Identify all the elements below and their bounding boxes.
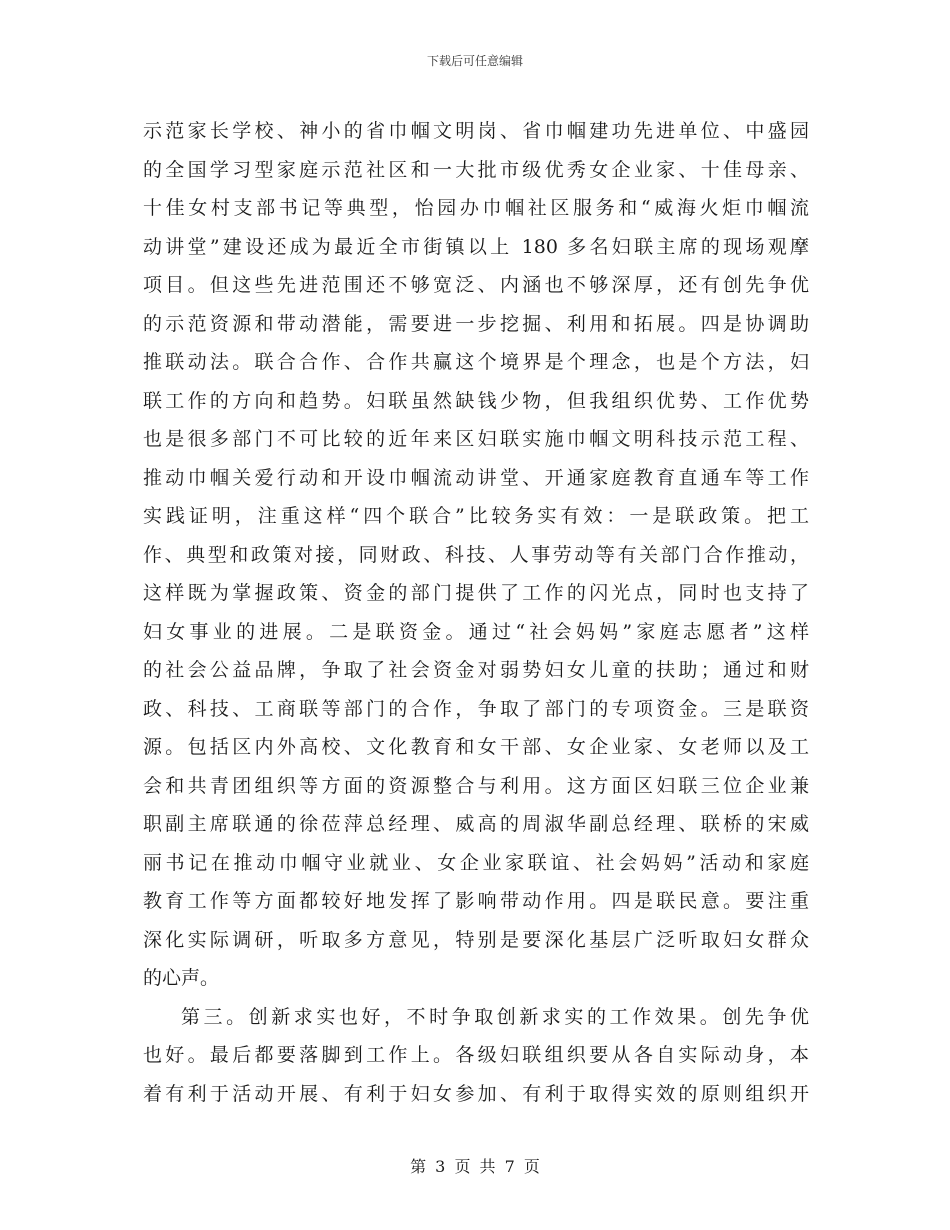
text-line: 示范家长学校、神小的省巾帼文明岗、省巾帼建功先进单位、中盛园: [143, 120, 809, 142]
text-line: 推联动法。联合合作、合作共赢这个境界是个理念，也是个方法，妇: [143, 351, 809, 373]
text-line: 联工作的方向和趋势。妇联虽然缺钱少物，但我组织优势、工作优势: [143, 389, 809, 412]
text-line: 妇女事业的进展。二是联资金。通过“社会妈妈”家庭志愿者”这样: [143, 620, 809, 643]
text-line: 的示范资源和带动潜能，需要进一步挖掘、利用和拓展。四是协调助: [143, 312, 809, 335]
text-line: 职副主席联通的徐莅萍总经理、威高的周淑华副总经理、联桥的宋威: [143, 813, 809, 835]
text-line: 也好。最后都要落脚到工作上。各级妇联组织要从各自实际动身，本: [143, 1044, 809, 1066]
document-body: [143, 112, 809, 1113]
text-line: 实践证明，注重这样“四个联合”比较务实有效：一是联政策。把工: [143, 505, 809, 527]
page-number: 第 3 页 共 7 页: [410, 1157, 540, 1176]
text-line: 源。包括区内外高校、文化教育和女干部、女企业家、女老师以及工: [143, 736, 809, 758]
paragraph-start-line: 第三。创新求实也好，不时争取创新求实的工作效果。创先争优: [181, 1005, 809, 1028]
text-line: 丽书记在推动巾帼守业就业、女企业家联谊、社会妈妈”活动和家庭: [143, 851, 809, 874]
text-line: 深化实际调研，听取多方意见，特别是要深化基层广泛听取妇女群众: [143, 928, 809, 951]
text-line: 动讲堂”建设还成为最近全市街镇以上 180 多名妇联主席的现场观摩: [143, 235, 809, 258]
text-line: 推动巾帼关爱行动和开设巾帼流动讲堂、开通家庭教育直通车等工作: [143, 466, 809, 489]
text-line: 也是很多部门不可比较的近年来区妇联实施巾帼文明科技示范工程、: [143, 428, 809, 450]
text-line: 的全国学习型家庭示范社区和一大批市级优秀女企业家、十佳母亲、: [143, 158, 809, 181]
page-header: 下载后可任意编辑: [426, 54, 523, 68]
text-line: 教育工作等方面都较好地发挥了影响带动作用。四是联民意。要注重: [143, 890, 809, 912]
text-line: 着有利于活动开展、有利于妇女参加、有利于取得实效的原则组织开: [143, 1082, 809, 1105]
text-line: 的社会公益品牌，争取了社会资金对弱势妇女儿童的扶助；通过和财: [143, 659, 809, 681]
text-line: 项目。但这些先进范围还不够宽泛、内涵也不够深厚，还有创先争优: [143, 274, 809, 296]
text-line: 十佳女村支部书记等典型，怡园办巾帼社区服务和“威海火炬巾帼流: [143, 197, 809, 219]
text-line: 会和共青团组织等方面的资源整合与利用。这方面区妇联三位企业兼: [143, 774, 809, 797]
text-line: 政、科技、工商联等部门的合作，争取了部门的专项资金。三是联资: [143, 697, 809, 720]
text-line: 这样既为掌握政策、资金的部门提供了工作的闪光点，同时也支持了: [143, 582, 809, 604]
text-line: 作、典型和政策对接，同财政、科技、人事劳动等有关部门合作推动，: [143, 543, 809, 566]
text-line: 的心声。: [143, 967, 220, 989]
